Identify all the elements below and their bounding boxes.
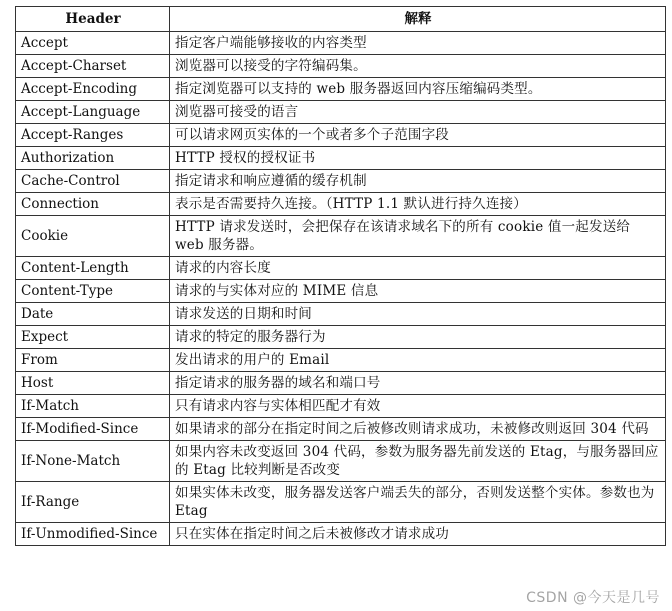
header-description-cell: 浏览器可接受的语言	[170, 101, 666, 124]
header-name-cell: Accept-Encoding	[16, 78, 170, 101]
table-row	[16, 372, 666, 395]
table-row	[16, 170, 666, 193]
header-description-cell: 发出请求的用户的 Email	[170, 349, 666, 372]
header-name-cell: If-None-Match	[16, 441, 170, 482]
table-body	[16, 32, 666, 546]
table-row	[16, 257, 666, 280]
header-description-cell: 指定请求的服务器的域名和端口号	[170, 372, 666, 395]
table-row	[16, 193, 666, 216]
column-header-header: Header	[16, 7, 170, 32]
header-name-cell: Accept-Language	[16, 101, 170, 124]
table-row	[16, 216, 666, 257]
table-row	[16, 418, 666, 441]
table-row	[16, 395, 666, 418]
table-row	[16, 303, 666, 326]
header-name-cell: Cache-Control	[16, 170, 170, 193]
header-name-cell: Content-Type	[16, 280, 170, 303]
header-description-cell: 如果实体未改变，服务器发送客户端丢失的部分，否则发送整个实体。参数也为 Etag	[170, 482, 666, 523]
header-description-cell: 只在实体在指定时间之后未被修改才请求成功	[170, 523, 666, 546]
watermark: CSDN @今天是几号	[526, 590, 660, 606]
header-name-cell: If-Range	[16, 482, 170, 523]
header-name-cell: Content-Length	[16, 257, 170, 280]
header-description-cell: 请求的内容长度	[170, 257, 666, 280]
header-name-cell: Authorization	[16, 147, 170, 170]
header-name-cell: If-Modified-Since	[16, 418, 170, 441]
header-description-cell: 表示是否需要持久连接。（HTTP 1.1 默认进行持久连接）	[170, 193, 666, 216]
header-description-cell: 只有请求内容与实体相匹配才有效	[170, 395, 666, 418]
table-row	[16, 523, 666, 546]
header-description-cell: 如果请求的部分在指定时间之后被修改则请求成功，未被修改则返回 304 代码	[170, 418, 666, 441]
header-description-cell: 指定浏览器可以支持的 web 服务器返回内容压缩编码类型。	[170, 78, 666, 101]
header-name-cell: Accept-Ranges	[16, 124, 170, 147]
header-description-cell: 浏览器可以接受的字符编码集。	[170, 55, 666, 78]
header-description-cell: 请求的特定的服务器行为	[170, 326, 666, 349]
header-name-cell: Connection	[16, 193, 170, 216]
header-name-cell: Accept-Charset	[16, 55, 170, 78]
header-description-cell: HTTP 授权的授权证书	[170, 147, 666, 170]
header-description-cell: 请求的与实体对应的 MIME 信息	[170, 280, 666, 303]
table-row	[16, 101, 666, 124]
table-row	[16, 326, 666, 349]
table-row	[16, 482, 666, 523]
header-name-cell: If-Unmodified-Since	[16, 523, 170, 546]
header-description-cell: 可以请求网页实体的一个或者多个子范围字段	[170, 124, 666, 147]
header-description-cell: 请求发送的日期和时间	[170, 303, 666, 326]
table-row	[16, 55, 666, 78]
table-row	[16, 441, 666, 482]
header-name-cell: Accept	[16, 32, 170, 55]
table-row	[16, 349, 666, 372]
column-header-description: 解释	[170, 7, 666, 32]
table-row	[16, 147, 666, 170]
table-row	[16, 124, 666, 147]
header-name-cell: Cookie	[16, 216, 170, 257]
header-name-cell: Host	[16, 372, 170, 395]
header-name-cell: Expect	[16, 326, 170, 349]
http-request-headers-table	[15, 6, 666, 546]
header-name-cell: Date	[16, 303, 170, 326]
table-row	[16, 32, 666, 55]
table-row	[16, 280, 666, 303]
header-description-cell: 指定请求和响应遵循的缓存机制	[170, 170, 666, 193]
header-description-cell: HTTP 请求发送时，会把保存在该请求域名下的所有 cookie 值一起发送给 web 服务器。	[170, 216, 666, 257]
header-description-cell: 指定客户端能够接收的内容类型	[170, 32, 666, 55]
table-row	[16, 78, 666, 101]
table-header-row	[16, 7, 666, 32]
header-description-cell: 如果内容未改变返回 304 代码，参数为服务器先前发送的 Etag，与服务器回应的 Etag 比较判断是否改变	[170, 441, 666, 482]
header-name-cell: From	[16, 349, 170, 372]
header-name-cell: If-Match	[16, 395, 170, 418]
